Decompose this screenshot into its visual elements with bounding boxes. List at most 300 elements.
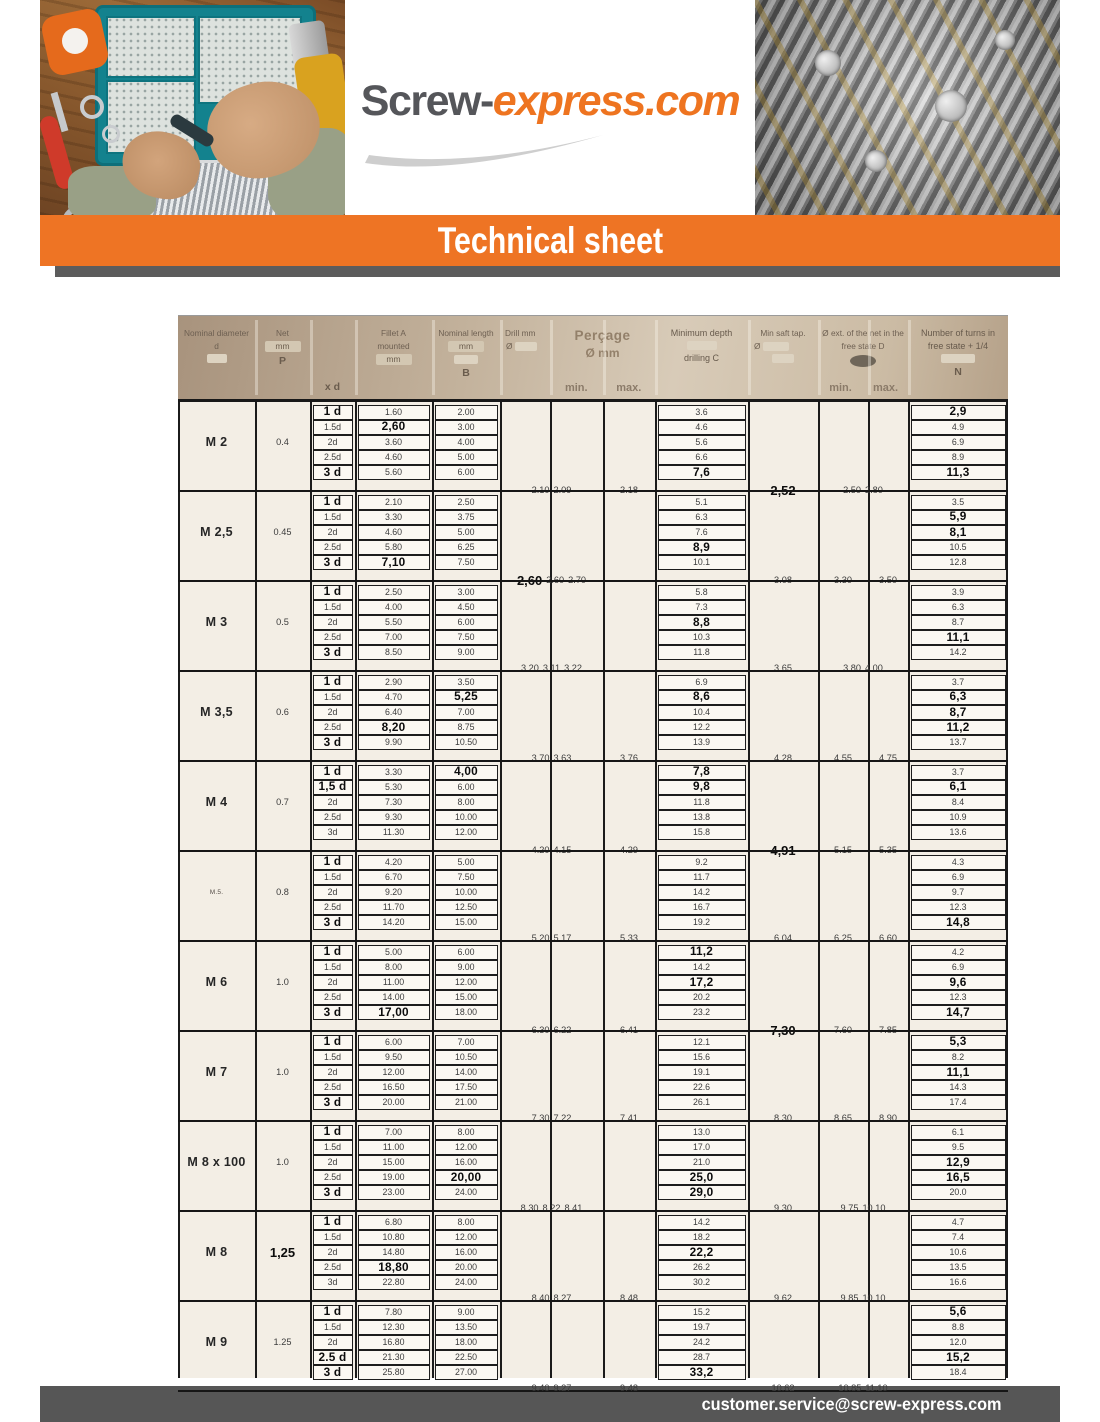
fillet-box: 3.30 <box>358 765 430 780</box>
value: 8.22 <box>542 1202 561 1213</box>
value: 3.50 <box>879 575 897 586</box>
screw-head <box>865 150 887 172</box>
length-box: 3.50 <box>435 675 498 690</box>
depth-column <box>655 1122 748 1203</box>
xd-box: 1.5d <box>313 960 353 975</box>
value: 3.11 <box>542 662 561 673</box>
value: 5.35 <box>879 845 897 856</box>
xd-column <box>310 1212 355 1293</box>
turns-box: 9.5 <box>911 1140 1006 1155</box>
turns-box: 11,2 <box>911 720 1006 735</box>
xd-box: 3 d <box>313 1365 353 1380</box>
xd-box: 1 d <box>313 945 353 960</box>
depth-column <box>655 582 748 663</box>
value: 3.08 <box>774 575 792 586</box>
fillet-box: 2.50 <box>358 585 430 600</box>
turns-column <box>908 1212 1008 1293</box>
max-label: max. <box>616 382 642 394</box>
value: 1.25 <box>273 1337 292 1348</box>
xd-box: 1 d <box>313 855 353 870</box>
value: 1,25 <box>269 1244 296 1260</box>
length-box: 18.00 <box>435 1005 498 1020</box>
brand-logo-area <box>345 0 755 215</box>
turns-box: 14,7 <box>911 1005 1006 1020</box>
size-label: M 8 x 100 <box>187 1155 246 1170</box>
depth-box: 7,6 <box>658 465 746 480</box>
turns-box: 9.7 <box>911 885 1006 900</box>
value: 10.10 <box>862 1292 886 1303</box>
length-box: 7.50 <box>435 630 498 645</box>
length-box: 4,00 <box>435 765 498 780</box>
header-column-separator <box>908 320 911 395</box>
value: 6.30 <box>531 1025 550 1036</box>
scan-smudge <box>454 355 478 364</box>
diameter-symbol: Ø <box>506 341 513 351</box>
turns-box: 12.3 <box>911 900 1006 915</box>
turns-box: 16,5 <box>911 1170 1006 1185</box>
xd-box: 3 d <box>313 555 353 570</box>
turns-box: 13.5 <box>911 1260 1006 1275</box>
depth-box: 12.1 <box>658 1035 746 1050</box>
turns-box: 11,1 <box>911 630 1006 645</box>
length-box: 8.00 <box>435 1215 498 1230</box>
turns-column <box>908 1302 1008 1383</box>
value: 9.27 <box>553 1382 572 1393</box>
max-label: max. <box>872 382 899 394</box>
value: 3.63 <box>553 752 572 763</box>
xd-box: 1.5d <box>313 1050 353 1065</box>
depth-box: 11.8 <box>658 795 746 810</box>
depth-box: 9,8 <box>658 780 746 795</box>
xd-box: 1.5d <box>313 690 353 705</box>
technical-sheet-banner <box>40 215 1060 266</box>
turns-column <box>908 942 1008 1023</box>
length-box: 8.00 <box>435 795 498 810</box>
column-header-pitch: Net mm P <box>255 316 310 399</box>
length-box: 12.00 <box>435 1140 498 1155</box>
value: 2,52 <box>770 482 796 498</box>
xd-box: 1 d <box>313 765 353 780</box>
xd-box: 3 d <box>313 645 353 660</box>
value: 0.6 <box>276 707 289 718</box>
xd-box: 2d <box>313 1155 353 1170</box>
turns-box: 3.7 <box>911 675 1006 690</box>
pitch-value <box>255 942 310 1023</box>
length-column <box>432 1212 500 1293</box>
depth-box: 8,6 <box>658 690 746 705</box>
length-box: 6.00 <box>435 615 498 630</box>
fillet-column <box>355 762 432 843</box>
turns-box: 17.4 <box>911 1095 1006 1110</box>
pitch-value <box>255 582 310 663</box>
pitch-value <box>255 402 310 483</box>
size-block <box>178 402 1008 498</box>
depth-box: 29,0 <box>658 1185 746 1200</box>
value: 2.09 <box>553 485 572 496</box>
size-block <box>178 940 1008 1038</box>
xd-box: 1 d <box>313 585 353 600</box>
depth-box: 11,2 <box>658 945 746 960</box>
value: 6.41 <box>620 1025 638 1036</box>
value: 9.85 <box>840 1292 859 1303</box>
length-box: 3.00 <box>435 585 498 600</box>
size-block <box>178 490 1008 588</box>
fillet-box: 6.40 <box>358 705 430 720</box>
fillet-column <box>355 492 432 573</box>
column-header-free-state: Ø ext. of the net in the free state D min. max. <box>818 316 908 399</box>
screw-head <box>815 50 841 76</box>
depth-box: 28.7 <box>658 1350 746 1365</box>
size-block <box>178 850 1008 943</box>
turns-box: 6.9 <box>911 435 1006 450</box>
diameter-symbol: Ø <box>822 328 829 338</box>
xd-box: 2d <box>313 975 353 990</box>
fillet-box: 6.80 <box>358 1215 430 1230</box>
fillet-box: 4.00 <box>358 600 430 615</box>
xd-box: 1 d <box>313 1125 353 1140</box>
value: 8.41 <box>564 1202 583 1213</box>
depth-box: 14.2 <box>658 960 746 975</box>
fillet-box: 7.00 <box>358 630 430 645</box>
fillet-box: 14.20 <box>358 915 430 930</box>
turns-box: 8,7 <box>911 705 1006 720</box>
size-label: M 7 <box>205 1065 228 1080</box>
xd-box: 1 d <box>313 1305 353 1320</box>
depth-box: 21.0 <box>658 1155 746 1170</box>
depth-box: 17,2 <box>658 975 746 990</box>
length-box: 27.00 <box>435 1365 498 1380</box>
depth-box: 14.2 <box>658 885 746 900</box>
fillet-box: 7,10 <box>358 555 430 570</box>
column-header-length: Nominal length mm B <box>438 328 494 379</box>
scan-smudge <box>515 342 537 351</box>
xd-box: 1 d <box>313 1215 353 1230</box>
value: 8.65 <box>834 1112 852 1123</box>
xd-column <box>310 1032 355 1113</box>
value: 2.18 <box>620 485 638 496</box>
xd-box: 1.5d <box>313 1140 353 1155</box>
turns-box: 3.9 <box>911 585 1006 600</box>
size-label: M 9 <box>205 1335 228 1350</box>
depth-box: 3.6 <box>658 405 746 420</box>
length-box: 22.50 <box>435 1350 498 1365</box>
value: 4.20 <box>531 845 550 856</box>
length-box: 9.00 <box>435 645 498 660</box>
xd-box: 3 d <box>313 1095 353 1110</box>
size-block <box>178 1120 1008 1213</box>
value: 7.30 <box>531 1112 550 1123</box>
length-box: 24.00 <box>435 1185 498 1200</box>
min-tap-value <box>748 1383 818 1393</box>
value: 3.76 <box>620 752 638 763</box>
turns-box: 2,9 <box>911 405 1006 420</box>
length-box: 12.50 <box>435 900 498 915</box>
column-header-depth: Minimum depth drilling C <box>670 328 733 363</box>
value: 6.22 <box>553 1025 572 1036</box>
value: 8.30 <box>520 1202 539 1213</box>
length-box: 4.50 <box>435 600 498 615</box>
length-box: 16.00 <box>435 1155 498 1170</box>
pitch-value <box>255 1302 310 1383</box>
length-box: 5.00 <box>435 525 498 540</box>
size-label: M 6 <box>205 975 228 990</box>
length-box: 12.00 <box>435 975 498 990</box>
xd-box: 3 d <box>313 735 353 750</box>
turns-box: 4.2 <box>911 945 1006 960</box>
length-box: 7.00 <box>435 705 498 720</box>
fillet-box: 11.70 <box>358 900 430 915</box>
size-label: M 3,5 <box>200 705 233 720</box>
value: 7.60 <box>834 1025 852 1036</box>
tape-measure-center <box>62 28 88 54</box>
xd-box: 2.5d <box>313 450 353 465</box>
depth-box: 15.8 <box>658 825 746 840</box>
length-box: 8.75 <box>435 720 498 735</box>
fillet-column <box>355 1032 432 1113</box>
fillet-box: 5.60 <box>358 465 430 480</box>
xd-box: 2d <box>313 885 353 900</box>
depth-box: 13.9 <box>658 735 746 750</box>
pitch-value <box>255 672 310 753</box>
fillet-box: 4.60 <box>358 525 430 540</box>
turns-box: 8.9 <box>911 450 1006 465</box>
turns-box: 6.9 <box>911 960 1006 975</box>
length-box: 10.50 <box>435 1050 498 1065</box>
fillet-box: 17,00 <box>358 1005 430 1020</box>
value: 9.62 <box>774 1292 792 1303</box>
length-box: 6.00 <box>435 465 498 480</box>
ellipse-blob <box>850 355 876 367</box>
length-box: 6.25 <box>435 540 498 555</box>
percage-max-value <box>603 1383 655 1393</box>
xd-column <box>310 1302 355 1383</box>
length-box: 7.50 <box>435 555 498 570</box>
depth-box: 10.4 <box>658 705 746 720</box>
size-block <box>178 1030 1008 1123</box>
length-column <box>432 672 500 753</box>
fillet-box: 11.00 <box>358 975 430 990</box>
header-column-separator <box>355 320 358 395</box>
depth-box: 11.8 <box>658 645 746 660</box>
xd-box: 1.5d <box>313 510 353 525</box>
table-header <box>178 316 1008 402</box>
fillet-column <box>355 852 432 933</box>
page-title: Technical sheet <box>437 219 663 261</box>
depth-box: 11.7 <box>658 870 746 885</box>
scan-smudge <box>687 341 717 350</box>
diameter-symbol: Ø <box>754 341 761 351</box>
xd-box: 2d <box>313 525 353 540</box>
fillet-box: 15.00 <box>358 1155 430 1170</box>
logo-swoosh <box>363 129 613 171</box>
value: 7.85 <box>879 1025 897 1036</box>
header-column-separator <box>500 320 503 395</box>
value: 4.29 <box>620 845 638 856</box>
depth-box: 18.2 <box>658 1230 746 1245</box>
fillet-box: 12.30 <box>358 1320 430 1335</box>
length-column <box>432 852 500 933</box>
turns-box: 11,1 <box>911 1065 1006 1080</box>
turns-box: 8,1 <box>911 525 1006 540</box>
depth-box: 23.2 <box>658 1005 746 1020</box>
value: 0.7 <box>276 797 289 808</box>
turns-box: 6.3 <box>911 600 1006 615</box>
turns-column <box>908 1122 1008 1203</box>
value: 8.27 <box>553 1292 572 1303</box>
turns-box: 3.5 <box>911 495 1006 510</box>
fillet-box: 10.80 <box>358 1230 430 1245</box>
size-block <box>178 670 1008 763</box>
length-box: 17.50 <box>435 1080 498 1095</box>
depth-box: 15.2 <box>658 1305 746 1320</box>
xd-box: 1.5d <box>313 1320 353 1335</box>
xd-column <box>310 492 355 573</box>
fillet-box: 5.00 <box>358 945 430 960</box>
free-state-minmax-value <box>818 1383 908 1393</box>
turns-box: 6,3 <box>911 690 1006 705</box>
turns-box: 5,3 <box>911 1035 1006 1050</box>
turns-box: 13.6 <box>911 825 1006 840</box>
fillet-box: 21.30 <box>358 1350 430 1365</box>
fillet-box: 16.80 <box>358 1335 430 1350</box>
length-box: 3.75 <box>435 510 498 525</box>
depth-column <box>655 402 748 483</box>
column-header-percage: Perçage Ø mm min. max. <box>550 316 655 399</box>
table-body <box>178 402 1008 1392</box>
fillet-box: 11.00 <box>358 1140 430 1155</box>
fillet-column <box>355 402 432 483</box>
value: 4.28 <box>774 752 792 763</box>
fillet-box: 4.20 <box>358 855 430 870</box>
turns-box: 12,9 <box>911 1155 1006 1170</box>
value: 1.0 <box>276 1157 289 1168</box>
size-block <box>178 580 1008 673</box>
fillet-box: 19.00 <box>358 1170 430 1185</box>
value: 9.30 <box>774 1202 792 1213</box>
header-column-separator <box>550 320 553 395</box>
turns-box: 11,3 <box>911 465 1006 480</box>
case-compartment <box>106 16 196 78</box>
fillet-box: 9.50 <box>358 1050 430 1065</box>
turns-box: 5,6 <box>911 1305 1006 1320</box>
fillet-box: 18,80 <box>358 1260 430 1275</box>
xd-box: 2d <box>313 1245 353 1260</box>
depth-column <box>655 492 748 573</box>
xd-column <box>310 582 355 663</box>
depth-box: 19.1 <box>658 1065 746 1080</box>
xd-box: 3d <box>313 825 353 840</box>
length-box: 8.00 <box>435 1125 498 1140</box>
contact-email: customer.service@screw-express.com <box>702 1393 1002 1414</box>
xd-box: 2.5d <box>313 1080 353 1095</box>
value: 3.22 <box>564 662 582 673</box>
depth-box: 9.2 <box>658 855 746 870</box>
turns-box: 8.4 <box>911 795 1006 810</box>
fillet-column <box>355 1122 432 1203</box>
fillet-box: 4.70 <box>358 690 430 705</box>
xd-box: 1 d <box>313 675 353 690</box>
length-box: 12.00 <box>435 1230 498 1245</box>
length-box: 21.00 <box>435 1095 498 1110</box>
value: 11.10 <box>865 1382 888 1393</box>
depth-box: 30.2 <box>658 1275 746 1290</box>
xd-column <box>310 672 355 753</box>
header-column-separator <box>868 320 871 395</box>
value: 1.0 <box>276 1067 289 1078</box>
scan-smudge <box>207 354 227 363</box>
depth-box: 26.1 <box>658 1095 746 1110</box>
fillet-box: 2,60 <box>358 420 430 435</box>
fillet-box: 9.20 <box>358 885 430 900</box>
turns-box: 5,9 <box>911 510 1006 525</box>
scan-smudge <box>941 354 975 363</box>
length-column <box>432 1302 500 1383</box>
length-box: 6.00 <box>435 945 498 960</box>
depth-box: 7.3 <box>658 600 746 615</box>
depth-box: 13.8 <box>658 810 746 825</box>
screws-pile-photo <box>755 0 1060 215</box>
value: 2.80 <box>865 485 883 496</box>
fillet-box: 12.00 <box>358 1065 430 1080</box>
pitch-value <box>255 1032 310 1113</box>
value: 2.70 <box>568 575 587 586</box>
value: 9.40 <box>531 1382 550 1393</box>
fillet-box: 14.00 <box>358 990 430 1005</box>
depth-box: 33,2 <box>658 1365 746 1380</box>
turns-box: 8.7 <box>911 615 1006 630</box>
fillet-box: 7.00 <box>358 1125 430 1140</box>
turns-box: 12.0 <box>911 1335 1006 1350</box>
depth-column <box>655 942 748 1023</box>
depth-box: 7.6 <box>658 525 746 540</box>
depth-box: 20.2 <box>658 990 746 1005</box>
value: 3.65 <box>774 662 792 673</box>
xd-box: 1.5d <box>313 1230 353 1245</box>
xd-box: 2.5d <box>313 540 353 555</box>
value: 5.33 <box>620 932 638 943</box>
length-column <box>432 582 500 663</box>
min-label: min. <box>829 382 852 394</box>
depth-box: 12.2 <box>658 720 746 735</box>
spec-table <box>178 315 1008 1393</box>
turns-box: 13.7 <box>911 735 1006 750</box>
fillet-column <box>355 582 432 663</box>
fillet-box: 3.60 <box>358 435 430 450</box>
header-column-separator <box>310 320 313 395</box>
xd-column <box>310 402 355 483</box>
depth-column <box>655 1032 748 1113</box>
turns-box: 8.8 <box>911 1320 1006 1335</box>
turns-box: 20.0 <box>911 1185 1006 1200</box>
length-column <box>432 942 500 1023</box>
length-box: 20.00 <box>435 1260 498 1275</box>
depth-column <box>655 1212 748 1293</box>
turns-box: 6,1 <box>911 780 1006 795</box>
value: 3.30 <box>834 575 852 586</box>
value: 6.25 <box>834 932 852 943</box>
fillet-box: 8.50 <box>358 645 430 660</box>
turns-box: 4.3 <box>911 855 1006 870</box>
value: 6.04 <box>774 932 792 943</box>
xd-box: 2.5d <box>313 810 353 825</box>
length-box: 20,00 <box>435 1170 498 1185</box>
pitch-value <box>255 762 310 843</box>
banner-shadow-bar <box>55 266 1060 277</box>
depth-box: 5.6 <box>658 435 746 450</box>
depth-column <box>655 762 748 843</box>
size-block <box>178 1300 1008 1392</box>
length-box: 10.00 <box>435 810 498 825</box>
